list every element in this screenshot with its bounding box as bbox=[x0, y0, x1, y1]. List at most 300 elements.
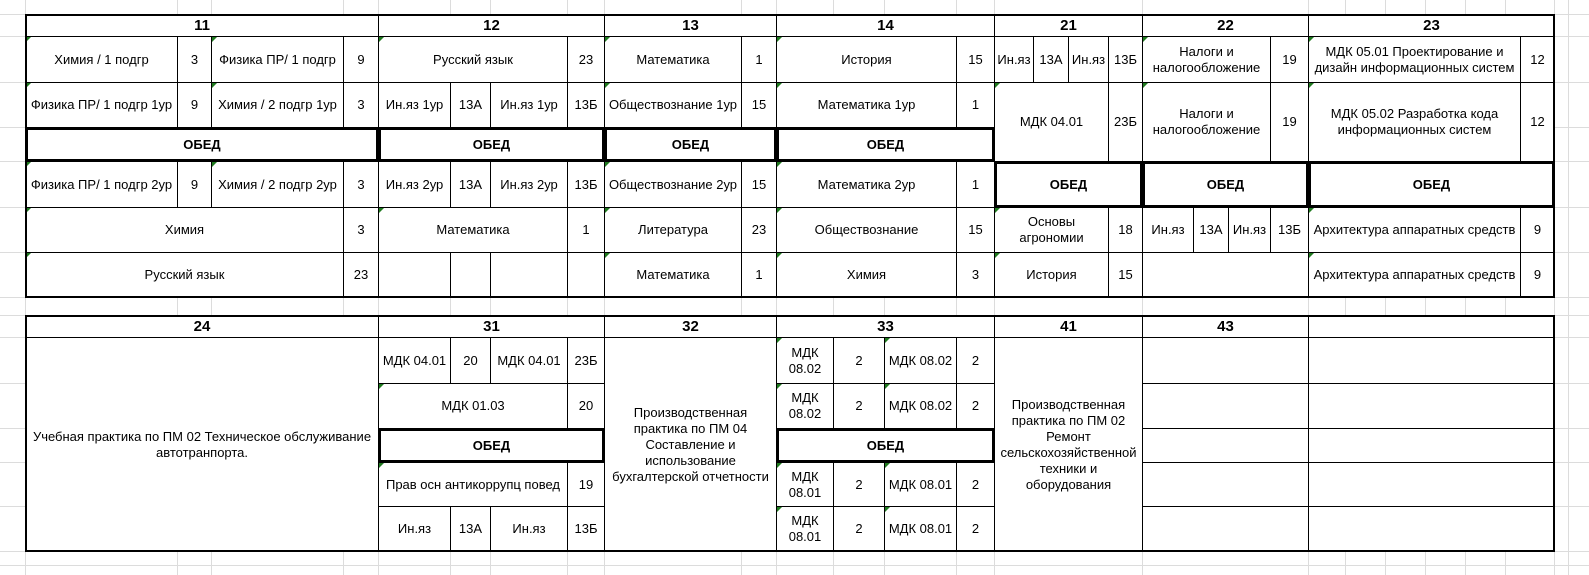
room-number-cell[interactable] bbox=[741, 207, 777, 253]
subject-cell[interactable] bbox=[25, 207, 344, 253]
comment-indicator-icon bbox=[605, 162, 610, 167]
cell-text: МДК 01.03 bbox=[441, 398, 505, 413]
room-number-cell[interactable] bbox=[956, 252, 995, 298]
cell-text: ОБЕД bbox=[472, 136, 511, 152]
room-number-cell[interactable] bbox=[956, 383, 995, 429]
room-number-cell[interactable] bbox=[741, 161, 777, 208]
room-number-cell[interactable] bbox=[956, 207, 995, 253]
subject-cell[interactable] bbox=[25, 161, 178, 208]
cell-text: Производственная практика по ПМ 02 Ремонт сельскохозяйственной техники и оборудования bbox=[1000, 396, 1137, 492]
cell-text: Ин.яз bbox=[1232, 222, 1267, 237]
room-number-cell[interactable] bbox=[956, 161, 995, 208]
cell-text: Ин.яз bbox=[1071, 51, 1106, 67]
comment-indicator-icon bbox=[777, 162, 782, 167]
cell-text: 18 bbox=[1118, 222, 1133, 237]
lunch-break-cell[interactable] bbox=[1308, 161, 1555, 208]
cell-text: МДК 05.01 Проектирование и дизайн информационных систем bbox=[1314, 43, 1515, 75]
subject-cell[interactable] bbox=[776, 36, 957, 83]
subject-cell[interactable] bbox=[25, 36, 178, 83]
room-number-cell[interactable] bbox=[1108, 36, 1143, 83]
lunch-break-cell[interactable] bbox=[994, 161, 1143, 208]
cell-text: Физика ПР/ 1 подгр 1ур bbox=[30, 97, 173, 112]
group-header-cell[interactable] bbox=[378, 315, 605, 338]
cell-text: 12 bbox=[483, 16, 500, 34]
cell-text: 19 bbox=[1282, 114, 1297, 129]
room-number-cell[interactable] bbox=[1193, 207, 1229, 253]
comment-indicator-icon bbox=[26, 83, 31, 88]
comment-indicator-icon bbox=[777, 208, 782, 213]
cell-text: 1 bbox=[755, 267, 763, 282]
cell-text: Ин.яз bbox=[997, 51, 1031, 67]
room-number-cell[interactable] bbox=[343, 252, 379, 298]
cell-text: 32 bbox=[682, 317, 699, 335]
subject-cell[interactable] bbox=[994, 207, 1109, 253]
comment-indicator-icon bbox=[379, 208, 384, 213]
cell-text: Ин.яз bbox=[1151, 222, 1185, 237]
cell-text: 43 bbox=[1217, 317, 1234, 335]
comment-indicator-icon bbox=[212, 37, 217, 42]
room-number-cell[interactable] bbox=[956, 82, 995, 128]
cell-text: Математика bbox=[636, 51, 710, 67]
cell-text: Архитектура аппаратных средств bbox=[1313, 222, 1516, 237]
subject-cell[interactable] bbox=[1308, 36, 1521, 83]
cell-text: 14 bbox=[877, 16, 894, 34]
empty-cell[interactable] bbox=[567, 252, 605, 298]
room-number-cell[interactable] bbox=[741, 36, 777, 83]
cell-text: Русский язык bbox=[433, 51, 513, 67]
cell-text: 1 bbox=[971, 97, 980, 112]
cell-text: 3 bbox=[971, 267, 980, 282]
room-number-cell[interactable] bbox=[177, 36, 212, 83]
subject-cell[interactable] bbox=[1228, 207, 1271, 253]
cell-text: Налоги и налогообложение bbox=[1152, 106, 1261, 137]
comment-indicator-icon bbox=[995, 83, 1000, 88]
cell-text: МДК 08.02 bbox=[888, 398, 953, 413]
subject-cell[interactable] bbox=[490, 506, 568, 552]
subject-cell[interactable] bbox=[994, 337, 1143, 552]
cell-text: 2 bbox=[855, 352, 863, 368]
comment-indicator-icon bbox=[777, 384, 782, 389]
cell-text: ОБЕД bbox=[866, 136, 905, 152]
subject-cell[interactable] bbox=[378, 506, 451, 552]
subject-cell[interactable] bbox=[776, 506, 834, 552]
subject-cell[interactable] bbox=[490, 337, 568, 384]
cell-text: Математика bbox=[636, 267, 710, 282]
cell-text: 3 bbox=[357, 97, 365, 112]
cell-text: 1 bbox=[755, 51, 763, 67]
comment-indicator-icon bbox=[1309, 208, 1314, 213]
cell-text: 19 bbox=[1282, 51, 1297, 67]
empty-cell[interactable] bbox=[1308, 337, 1555, 384]
comment-indicator-icon bbox=[777, 338, 782, 343]
cell-text: МДК 08.01 bbox=[788, 468, 822, 500]
comment-indicator-icon bbox=[26, 162, 31, 167]
cell-text: 2 bbox=[971, 521, 980, 536]
empty-cell[interactable] bbox=[1142, 383, 1309, 429]
comment-indicator-icon bbox=[212, 162, 217, 167]
subject-cell[interactable] bbox=[1142, 82, 1271, 162]
cell-text: Математика 1ур bbox=[817, 97, 916, 112]
cell-text: 2 bbox=[855, 521, 863, 536]
room-number-cell[interactable] bbox=[450, 82, 491, 128]
cell-text: МДК 04.01 bbox=[497, 352, 561, 368]
room-number-cell[interactable] bbox=[567, 337, 605, 384]
comment-indicator-icon bbox=[1143, 37, 1148, 42]
cell-text: МДК 08.01 bbox=[788, 513, 822, 544]
cell-text: 2 bbox=[855, 398, 863, 413]
cell-text: 2 bbox=[971, 352, 980, 368]
room-number-cell[interactable] bbox=[741, 252, 777, 298]
lunch-break-cell[interactable] bbox=[776, 428, 995, 463]
subject-cell[interactable] bbox=[211, 36, 344, 83]
subject-cell[interactable] bbox=[884, 506, 957, 552]
comment-indicator-icon bbox=[605, 253, 610, 258]
empty-cell[interactable] bbox=[378, 252, 451, 298]
cell-text: История bbox=[1026, 267, 1077, 282]
cell-text: Ин.яз bbox=[512, 521, 546, 536]
room-number-cell[interactable] bbox=[567, 161, 605, 208]
cell-text: Русский язык bbox=[144, 267, 225, 282]
comment-indicator-icon bbox=[212, 83, 217, 88]
room-number-cell[interactable] bbox=[177, 161, 212, 208]
group-header-cell[interactable] bbox=[604, 14, 777, 37]
room-number-cell[interactable] bbox=[956, 36, 995, 83]
cell-text: 12 bbox=[1530, 51, 1545, 67]
cell-text: 3 bbox=[357, 222, 365, 237]
room-number-cell[interactable] bbox=[1033, 36, 1069, 83]
subject-cell[interactable] bbox=[776, 337, 834, 384]
cell-text: 13А bbox=[1039, 51, 1063, 67]
comment-indicator-icon bbox=[777, 253, 782, 258]
subject-cell[interactable] bbox=[1142, 36, 1271, 83]
subject-cell[interactable] bbox=[25, 337, 379, 552]
room-number-cell[interactable] bbox=[343, 82, 379, 128]
cell-text: Ин.яз 1ур bbox=[500, 97, 558, 112]
cell-text: ОБЕД bbox=[1206, 176, 1245, 192]
room-number-cell[interactable] bbox=[567, 506, 605, 552]
cell-text: 11 bbox=[194, 16, 210, 34]
group-header-cell[interactable] bbox=[378, 14, 605, 37]
room-number-cell[interactable] bbox=[1270, 207, 1309, 253]
room-number-cell[interactable] bbox=[833, 383, 885, 429]
cell-text: 23 bbox=[578, 51, 594, 67]
empty-cell[interactable] bbox=[1142, 337, 1309, 384]
cell-text: 9 bbox=[1533, 267, 1542, 282]
subject-cell[interactable] bbox=[776, 207, 957, 253]
empty-cell[interactable] bbox=[1142, 506, 1309, 552]
room-number-cell[interactable] bbox=[567, 383, 605, 429]
cell-text: 33 bbox=[877, 317, 894, 335]
room-number-cell[interactable] bbox=[1520, 82, 1555, 162]
cell-text: 15 bbox=[968, 222, 983, 237]
cell-text: ОБЕД bbox=[183, 136, 221, 152]
room-number-cell[interactable] bbox=[567, 462, 605, 507]
group-header-cell[interactable] bbox=[1142, 14, 1309, 37]
room-number-cell[interactable] bbox=[343, 36, 379, 83]
comment-indicator-icon bbox=[1309, 37, 1314, 42]
group-header-cell[interactable] bbox=[604, 315, 777, 338]
cell-text: МДК 08.02 bbox=[788, 344, 822, 376]
subject-cell[interactable] bbox=[604, 82, 742, 128]
subject-cell[interactable] bbox=[884, 383, 957, 429]
comment-indicator-icon bbox=[885, 463, 890, 468]
comment-indicator-icon bbox=[885, 384, 890, 389]
subject-cell[interactable] bbox=[378, 82, 451, 128]
room-number-cell[interactable] bbox=[833, 337, 885, 384]
cell-text: МДК 05.02 Разработка кода информационных систем bbox=[1330, 106, 1499, 137]
cell-text: ОБЕД bbox=[671, 136, 710, 152]
subject-cell[interactable] bbox=[1142, 207, 1194, 253]
group-header-cell[interactable] bbox=[1308, 14, 1555, 37]
group-header-cell[interactable] bbox=[776, 14, 995, 37]
subject-cell[interactable] bbox=[994, 36, 1034, 83]
cell-text: 15 bbox=[751, 176, 767, 192]
comment-indicator-icon bbox=[605, 208, 610, 213]
cell-text: 23 bbox=[751, 222, 767, 237]
cell-text: 12 bbox=[1530, 114, 1545, 129]
cell-text: ОБЕД bbox=[866, 437, 905, 453]
comment-indicator-icon bbox=[1309, 253, 1314, 258]
comment-indicator-icon bbox=[379, 463, 384, 468]
cell-text: МДК 08.01 bbox=[888, 476, 953, 492]
room-number-cell[interactable] bbox=[177, 82, 212, 128]
subject-cell[interactable] bbox=[604, 337, 777, 552]
subject-cell[interactable] bbox=[378, 337, 451, 384]
cell-text: Химия bbox=[164, 222, 205, 237]
room-number-cell[interactable] bbox=[1270, 36, 1309, 83]
cell-text: 15 bbox=[968, 51, 983, 67]
cell-text: 13Б bbox=[1278, 222, 1301, 237]
room-number-cell[interactable] bbox=[1108, 207, 1143, 253]
cell-text: Обществознание bbox=[814, 222, 919, 237]
subject-cell[interactable] bbox=[776, 462, 834, 507]
cell-text: 23Б bbox=[574, 352, 598, 368]
empty-cell[interactable] bbox=[450, 252, 491, 298]
lunch-break-cell[interactable] bbox=[378, 127, 605, 162]
subject-cell[interactable] bbox=[1308, 82, 1521, 162]
room-number-cell[interactable] bbox=[450, 506, 491, 552]
cell-text: 1 bbox=[971, 176, 980, 192]
subject-cell[interactable] bbox=[776, 383, 834, 429]
cell-text: 23 bbox=[1423, 16, 1440, 34]
cell-text: 13А bbox=[458, 176, 483, 192]
empty-cell[interactable] bbox=[1308, 428, 1555, 463]
empty-cell[interactable] bbox=[1308, 506, 1555, 552]
comment-indicator-icon bbox=[1143, 83, 1148, 88]
comment-indicator-icon bbox=[605, 83, 610, 88]
cell-text: История bbox=[841, 51, 892, 67]
subject-cell[interactable] bbox=[1308, 207, 1521, 253]
cell-text: 23 bbox=[353, 267, 369, 282]
cell-text: 21 bbox=[1060, 16, 1077, 34]
cell-text: 15 bbox=[751, 97, 767, 112]
cell-text: МДК 08.02 bbox=[788, 390, 822, 421]
room-number-cell[interactable] bbox=[956, 337, 995, 384]
cell-text: 13Б bbox=[1114, 51, 1137, 67]
subject-cell[interactable] bbox=[1308, 252, 1521, 298]
group-header-cell[interactable] bbox=[1308, 315, 1555, 338]
cell-text: 13А bbox=[458, 97, 483, 112]
subject-cell[interactable] bbox=[25, 252, 344, 298]
comment-indicator-icon bbox=[995, 208, 1000, 213]
room-number-cell[interactable] bbox=[741, 82, 777, 128]
cell-text: 9 bbox=[1533, 222, 1542, 237]
subject-cell[interactable] bbox=[994, 252, 1109, 298]
comment-indicator-icon bbox=[605, 37, 610, 42]
comment-indicator-icon bbox=[777, 83, 782, 88]
group-header-cell[interactable] bbox=[994, 14, 1143, 37]
group-header-cell[interactable] bbox=[994, 315, 1143, 338]
cell-text: Физика ПР/ 1 подгр bbox=[219, 51, 336, 67]
empty-cell[interactable] bbox=[1308, 462, 1555, 507]
comment-indicator-icon bbox=[1309, 83, 1314, 88]
cell-text: 20 bbox=[463, 352, 478, 368]
cell-text: Химия bbox=[846, 267, 887, 282]
subject-cell[interactable] bbox=[490, 82, 568, 128]
lunch-break-cell[interactable] bbox=[776, 127, 995, 162]
cell-text: Математика bbox=[436, 222, 510, 237]
subject-cell[interactable] bbox=[776, 252, 957, 298]
cell-text: 1 bbox=[582, 222, 590, 237]
cell-text: 2 bbox=[971, 398, 980, 413]
comment-indicator-icon bbox=[777, 463, 782, 468]
comment-indicator-icon bbox=[26, 37, 31, 42]
group-header-cell[interactable] bbox=[25, 14, 379, 37]
group-header-cell[interactable] bbox=[25, 315, 379, 338]
group-header-cell[interactable] bbox=[776, 315, 995, 338]
subject-cell[interactable] bbox=[378, 207, 568, 253]
cell-text: 24 bbox=[193, 317, 211, 335]
cell-text: Физика ПР/ 1 подгр 2ур bbox=[30, 176, 173, 192]
room-number-cell[interactable] bbox=[956, 462, 995, 507]
room-number-cell[interactable] bbox=[450, 337, 491, 384]
room-number-cell[interactable] bbox=[343, 161, 379, 208]
cell-text: Архитектура аппаратных средств bbox=[1313, 267, 1516, 282]
cell-text: 2 bbox=[971, 476, 980, 492]
cell-text: 13 bbox=[682, 16, 699, 34]
subject-cell[interactable] bbox=[884, 337, 957, 384]
cell-text: 13Б bbox=[574, 521, 598, 536]
cell-text: 9 bbox=[190, 176, 199, 192]
cell-text: 3 bbox=[357, 176, 365, 192]
cell-text: ОБЕД bbox=[1412, 176, 1451, 192]
cell-text: МДК 04.01 bbox=[1019, 114, 1084, 129]
empty-cell[interactable] bbox=[1142, 462, 1309, 507]
cell-text: 15 bbox=[1118, 267, 1133, 282]
subject-cell[interactable] bbox=[490, 161, 568, 208]
room-number-cell[interactable] bbox=[1108, 82, 1143, 162]
cell-text: 13Б bbox=[574, 176, 598, 192]
cell-text: 9 bbox=[190, 97, 199, 112]
cell-text: МДК 08.01 bbox=[888, 521, 953, 536]
subject-cell[interactable] bbox=[776, 161, 957, 208]
empty-cell[interactable] bbox=[1142, 252, 1309, 298]
subject-cell[interactable] bbox=[776, 82, 957, 128]
cell-text: 2 bbox=[855, 476, 863, 492]
cell-text: Основы агрономии bbox=[1019, 214, 1084, 245]
comment-indicator-icon bbox=[379, 37, 384, 42]
room-number-cell[interactable] bbox=[567, 36, 605, 83]
cell-text: ОБЕД bbox=[1049, 176, 1088, 192]
subject-cell[interactable] bbox=[211, 161, 344, 208]
cell-text: 3 bbox=[190, 51, 199, 67]
cell-text: Математика 2ур bbox=[817, 176, 916, 192]
comment-indicator-icon bbox=[885, 338, 890, 343]
lunch-break-cell[interactable] bbox=[378, 428, 605, 463]
room-number-cell[interactable] bbox=[833, 506, 885, 552]
cell-text: 41 bbox=[1060, 317, 1077, 335]
subject-cell[interactable] bbox=[1068, 36, 1109, 83]
lunch-break-cell[interactable] bbox=[604, 127, 777, 162]
room-number-cell[interactable] bbox=[1270, 82, 1309, 162]
cell-text: Обществознание 2ур bbox=[608, 176, 738, 192]
lunch-break-cell[interactable] bbox=[25, 127, 379, 162]
subject-cell[interactable] bbox=[378, 462, 568, 507]
subject-cell[interactable] bbox=[604, 36, 742, 83]
cell-text: Ин.яз 1ур bbox=[385, 97, 444, 112]
subject-cell[interactable] bbox=[884, 462, 957, 507]
subject-cell[interactable] bbox=[211, 82, 344, 128]
empty-cell[interactable] bbox=[490, 252, 568, 298]
subject-cell[interactable] bbox=[994, 82, 1109, 162]
subject-cell[interactable] bbox=[378, 383, 568, 429]
comment-indicator-icon bbox=[26, 208, 31, 213]
room-number-cell[interactable] bbox=[567, 82, 605, 128]
cell-text: 20 bbox=[578, 398, 594, 413]
room-number-cell[interactable] bbox=[567, 207, 605, 253]
room-number-cell[interactable] bbox=[956, 506, 995, 552]
cell-text: 22 bbox=[1217, 16, 1234, 34]
cell-text: Литература bbox=[638, 222, 708, 237]
subject-cell[interactable] bbox=[378, 161, 451, 208]
cell-text: Химия / 1 подгр bbox=[54, 51, 149, 67]
group-header-cell[interactable] bbox=[1142, 315, 1309, 338]
room-number-cell[interactable] bbox=[450, 161, 491, 208]
cell-text: Ин.яз 2ур bbox=[500, 176, 558, 192]
room-number-cell[interactable] bbox=[1520, 252, 1555, 298]
comment-indicator-icon bbox=[379, 384, 384, 389]
cell-text: 31 bbox=[483, 317, 500, 335]
empty-cell[interactable] bbox=[1142, 428, 1309, 463]
cell-text: МДК 08.02 bbox=[888, 352, 953, 368]
subject-cell[interactable] bbox=[25, 82, 178, 128]
subject-cell[interactable] bbox=[604, 161, 742, 208]
cell-text: ОБЕД bbox=[472, 437, 511, 453]
subject-cell[interactable] bbox=[604, 252, 742, 298]
cell-text: 19 bbox=[578, 476, 594, 492]
room-number-cell[interactable] bbox=[1108, 252, 1143, 298]
room-number-cell[interactable] bbox=[1520, 207, 1555, 253]
cell-text: Ин.яз 2ур bbox=[385, 176, 444, 192]
room-number-cell[interactable] bbox=[343, 207, 379, 253]
cell-text: Налоги и налогообложение bbox=[1152, 43, 1261, 75]
room-number-cell[interactable] bbox=[833, 462, 885, 507]
cell-text: Химия / 2 подгр 1ур bbox=[218, 97, 337, 112]
cell-text: МДК 04.01 bbox=[382, 352, 447, 368]
cell-text: Ин.яз bbox=[397, 521, 432, 536]
cell-text: Прав осн антикоррупц повед bbox=[385, 476, 560, 492]
comment-indicator-icon bbox=[777, 37, 782, 42]
empty-cell[interactable] bbox=[1308, 383, 1555, 429]
cell-text: Учебная практика по ПМ 02 Техническое обслуживание автотранпорта. bbox=[32, 428, 372, 460]
room-number-cell[interactable] bbox=[1520, 36, 1555, 83]
cell-text: 23Б bbox=[1114, 114, 1137, 129]
subject-cell[interactable] bbox=[378, 36, 568, 83]
comment-indicator-icon bbox=[26, 253, 31, 258]
subject-cell[interactable] bbox=[604, 207, 742, 253]
cell-text: 13Б bbox=[574, 97, 598, 112]
lunch-break-cell[interactable] bbox=[1142, 161, 1309, 208]
